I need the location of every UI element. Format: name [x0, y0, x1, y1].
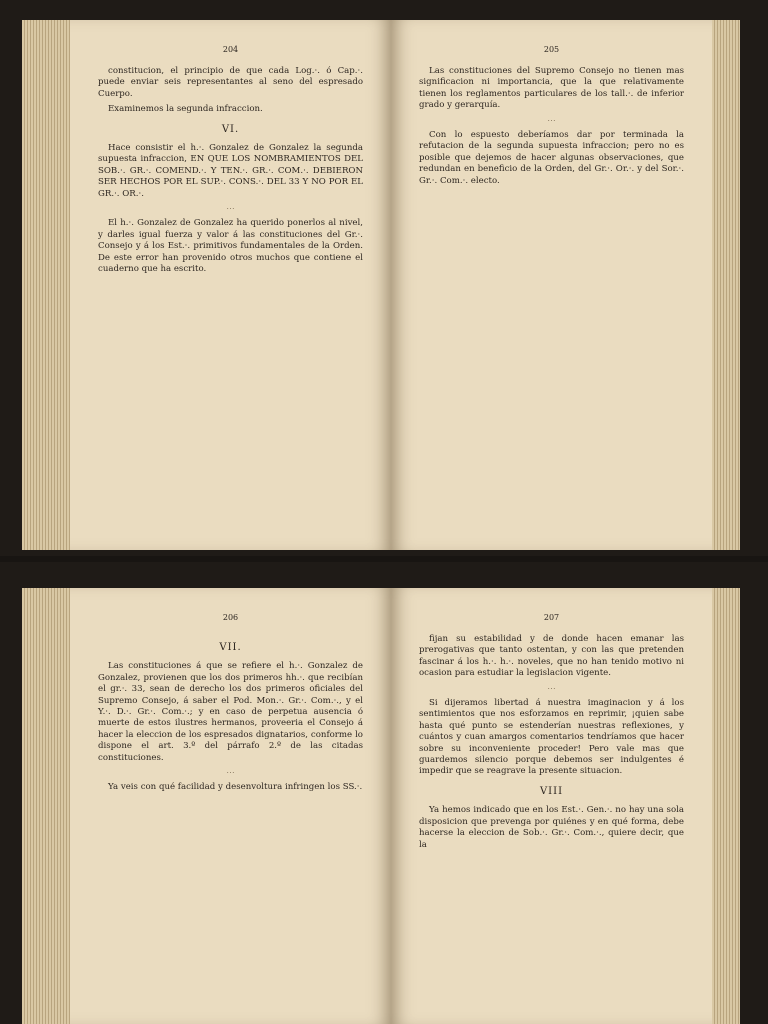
page-204 [70, 20, 391, 550]
page-207 [391, 588, 712, 1024]
section-heading: VI. [221, 123, 240, 135]
paragraph: Hace consistir el h.·. Gonzalez de Gonzalez la segunda supuesta infraccion, EN QUE LOS NOMBRAMIENTOS DEL SOB.·. GR.·. COMEND.·. Y TEN.·. GR.·. COM.·. DEBIERON SER HECHOS POR EL SUP.·. CONS.·. DEL 33 Y NO POR EL GR.·. OR.·. [98, 143, 363, 199]
paragraph: Ya hemos indicado que en los Est.·. Gen.·. no hay una sola disposicion que prevenga por quiénes y en qué forma, debe hacerse la eleccion de Sob.·. Gr.·. Com.·., quiere decir, que la [419, 805, 684, 850]
omission-mark: ⋯ [226, 768, 235, 779]
book-spread-top [22, 20, 740, 550]
book-spread-bottom [22, 588, 740, 1024]
omission-mark: ⋯ [226, 204, 235, 215]
paragraph: Si dijeramos libertad á nuestra imaginacion y á los sentimientos que nos esforzamos en reprimir, ¡quien sabe hasta qué punto se estenderían nuestras reflexiones, y cuántos y cuan amargos comentarios tendríamos que hacer sobre su inconveniente proceder! Pero vale mas que guardemos silencio porque debemos ser indulgentes é impedir que se reagrave la presente situacion. [419, 698, 684, 777]
scan-divider [0, 556, 768, 562]
paragraph: Las constituciones á que se refiere el h.·. Gonzalez de Gonzalez, provienen que los dos primeros hh.·. que recibían el gr.·. 33, sean de derecho los dos primeros oficiales del Supremo Consejo, á saber el Pod. Mon.·. Gr.·. Com.·., y el Y.·. D.·. Gr.·. Com.·.; y en caso de perpetua ausencia ó muerte de estos ilustres hermanos, proveeria el Consejo á hacer la eleccion de los espresados dignatarios, conforme lo dispone el art. 3.º del párrafo 2.º de las citadas constituciones. [98, 661, 363, 763]
page-edges-right [712, 20, 740, 550]
page-number: 206 [222, 613, 239, 622]
paragraph: fijan su estabilidad y de donde hacen emanar las prerogativas que tanto ostentan, y con las que pretenden fascinar á los h.·. h.·. noveles, que no han tenido motivo ni ocasion para estudiar la legislacion vigente. [419, 634, 684, 679]
page-edges-left [22, 588, 70, 1024]
section-heading: VIII [539, 785, 564, 797]
paragraph: Ya veis con qué facilidad y desenvoltura infringen los SS.·. [108, 782, 363, 793]
page-number: 207 [543, 613, 560, 622]
page-205 [391, 20, 712, 550]
omission-mark: ⋯ [547, 683, 556, 694]
paragraph: Las constituciones del Supremo Consejo no tienen mas significacion ni importancia, que la que relativamente tienen los reglamentos particulares de los tall.·. de inferior grado y gerarquía. [419, 66, 684, 111]
page-edges-right [712, 588, 740, 1024]
page-number: 205 [543, 45, 560, 54]
paragraph: Con lo espuesto deberíamos dar por terminada la refutacion de la segunda supuesta infraccion; pero no es posible que dejemos de hacer algunas observaciones, que redundan en beneficio de la Orden, del Gr.·. Or.·. y del Sor.·. Gr.·. Com.·. electo. [419, 130, 684, 186]
page-206 [70, 588, 391, 1024]
section-heading: VII. [219, 642, 242, 653]
paragraph: El h.·. Gonzalez de Gonzalez ha querido ponerlos al nivel, y darles igual fuerza y valor á las constituciones del Gr.·. Consejo y á los Est.·. primitivos fundamentales de la Orden. De este error han provenido otros muchos que contiene el cuaderno que ha escrito. [98, 218, 363, 275]
paragraph: Examinemos la segunda infraccion. [108, 104, 263, 115]
page-edges-left [22, 20, 70, 550]
page-number: 204 [222, 45, 239, 54]
paragraph: constitucion, el principio de que cada Log.·. ó Cap.·. puede enviar seis representantes al seno del espresado Cuerpo. [98, 66, 363, 99]
omission-mark: ⋯ [547, 115, 556, 126]
